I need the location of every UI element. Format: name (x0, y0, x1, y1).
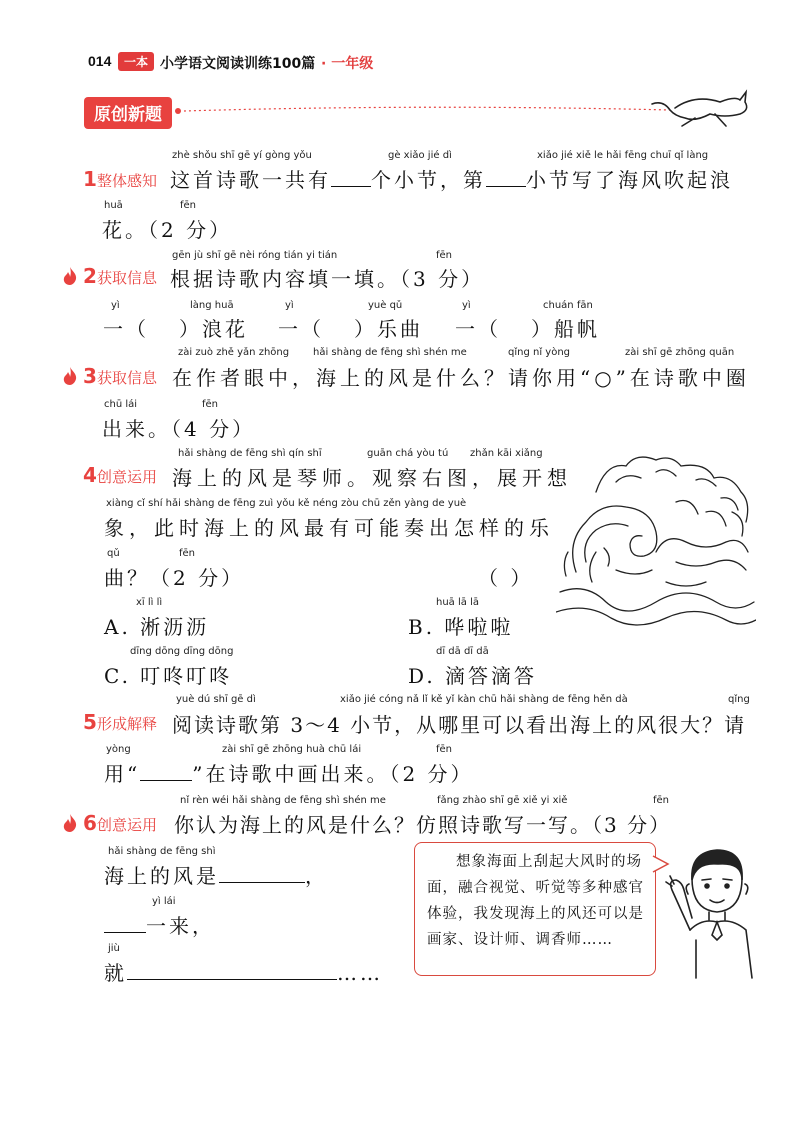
pinyin: huā (104, 200, 123, 211)
question-tag: 形成解释 (97, 715, 158, 733)
option-b[interactable]: B. 哗啦啦 (408, 615, 514, 639)
question-text: 阅读诗歌第 3～4 小节，从哪里可以看出海上的风很大？请 (172, 713, 747, 737)
flame-icon (63, 367, 77, 385)
flame-icon (63, 267, 77, 285)
question-text: 曲？（2 分） (104, 566, 245, 590)
pinyin: xiǎo jié xiě le hǎi fēng chuī qǐ làng (537, 150, 709, 161)
series-logo: 一本 (118, 52, 154, 71)
pinyin: dī dā dī dā (436, 646, 489, 657)
option-a[interactable]: A. 淅沥沥 (104, 615, 210, 639)
pinyin: qǐng (728, 694, 750, 705)
question-text: 象，此时海上的风最有可能奏出怎样的乐 (104, 516, 554, 540)
question-number: 3 (83, 364, 97, 388)
pinyin: fēn (436, 744, 453, 755)
question-tag: 创意运用 (97, 816, 158, 834)
fill-item[interactable]: 一（ ）乐曲 (278, 317, 423, 341)
question-text: 这首诗歌一共有 个小节，第 小节写了海风吹起浪 (170, 168, 733, 192)
pinyin: zài shī gē zhōng quān (625, 347, 735, 358)
question-text: 出来。（4 分） (102, 417, 256, 441)
pinyin: zhǎn kāi xiǎng (470, 448, 543, 459)
fill-item[interactable]: 一（ ）浪花 (103, 317, 248, 341)
answer-blank[interactable] (486, 186, 526, 187)
question-number: 5 (83, 710, 97, 734)
poem-line: 一来， (104, 910, 215, 939)
question-number: 2 (83, 264, 97, 288)
pinyin: yòng (106, 744, 131, 755)
pinyin: hǎi shàng de fēng shì qín shī (178, 448, 322, 459)
pinyin: guān chá yòu tú (367, 448, 449, 459)
boy-avatar (662, 840, 762, 980)
pinyin: gēn jù shī gē nèi róng tián yi tián (172, 250, 338, 261)
wave-illustration (556, 452, 756, 632)
dotted-divider (170, 88, 750, 133)
pinyin: fēn (653, 795, 670, 806)
fill-item[interactable]: 一（ ）船帆 (455, 317, 600, 341)
question-text: 海上的风是琴师。观察右图，展开想 (172, 466, 572, 490)
pinyin: jiù (108, 943, 120, 954)
answer-blank[interactable] (219, 882, 305, 883)
pinyin: xī lì lì (136, 597, 163, 608)
question-text: 根据诗歌内容填一填。（3 分） (170, 267, 485, 291)
pinyin: yì lái (152, 896, 176, 907)
pinyin: zài zuò zhě yǎn zhōng (178, 347, 290, 358)
pinyin: chū lái (104, 399, 138, 410)
pinyin: xiàng cǐ shí hǎi shàng de fēng zuì yǒu kě néng zòu chū zěn yàng de yuè (106, 498, 467, 509)
question-text: 用“ ”在诗歌中画出来。（2 分） (104, 762, 474, 786)
pinyin: nǐ rèn wéi hǎi shàng de fēng shì shén me (180, 795, 386, 806)
tip-text: 想象海面上刮起大风时的场面，融合视觉、听觉等多种感官体验，我发现海上的风还可以是画家、设计师、调香师…… (427, 854, 644, 948)
question-text: 你认为海上的风是什么？仿照诗歌写一写。（3 分） (174, 813, 672, 837)
question-tag: 创意运用 (97, 468, 158, 486)
pinyin: hǎi shàng de fēng shì shén me (313, 347, 467, 358)
poem-line: 海上的风是 ， (104, 864, 328, 888)
tip-box (414, 842, 656, 976)
question-number: 6 (83, 811, 97, 835)
pinyin: yì (462, 300, 471, 311)
page-number: 014 (88, 53, 112, 69)
question-tag: 整体感知 (97, 172, 158, 190)
option-c[interactable]: C. 叮咚叮咚 (104, 664, 233, 688)
cat-icon (652, 92, 747, 126)
answer-blank[interactable] (331, 186, 371, 187)
question-number: 4 (83, 463, 97, 487)
grade-label: · 一年级 (321, 56, 374, 72)
pinyin: yì (111, 300, 120, 311)
pinyin: fēn (180, 200, 197, 211)
pinyin: fēn (202, 399, 219, 410)
answer-blank[interactable] (104, 932, 146, 933)
pinyin: hǎi shàng de fēng shì (108, 846, 216, 857)
pinyin: dīng dōng dīng dōng (130, 646, 234, 657)
option-d[interactable]: D. 滴答滴答 (408, 664, 538, 688)
question-tag: 获取信息 (97, 269, 158, 287)
flame-icon (63, 814, 77, 832)
answer-paren[interactable]: （ ） (478, 566, 534, 590)
pinyin: chuán fān (543, 300, 593, 311)
pinyin: huā lā lā (436, 597, 479, 608)
pinyin: fǎng zhào shī gē xiě yi xiě (437, 795, 568, 806)
answer-blank[interactable] (127, 979, 337, 980)
pinyin: gè xiǎo jié dì (388, 150, 452, 161)
pinyin: fēn (179, 548, 196, 559)
poem-line: 就 …… (104, 961, 383, 985)
pinyin: zhè shǒu shī gē yí gòng yǒu (172, 150, 312, 161)
answer-blank[interactable] (140, 780, 192, 781)
question-tag: 获取信息 (97, 369, 158, 387)
question-text: 在作者眼中，海上的风是什么？请你用“○”在诗歌中圈 (172, 366, 750, 390)
pinyin: làng huā (190, 300, 234, 311)
pinyin: yuè dú shī gē dì (176, 694, 256, 705)
pinyin: zài shī gē zhōng huà chū lái (222, 744, 362, 755)
pinyin: qǔ (107, 548, 120, 559)
pinyin: xiǎo jié cóng nǎ lǐ kě yǐ kàn chū hǎi shàng de fēng hěn dà (340, 694, 628, 705)
section-badge: 原创新题 (84, 97, 172, 129)
pinyin: yì (285, 300, 294, 311)
question-number: 1 (83, 167, 97, 191)
pinyin: fēn (436, 250, 453, 261)
book-title: 小学语文阅读训练100篇 (160, 56, 316, 72)
question-text: 花。（2 分） (102, 218, 233, 242)
pinyin: yuè qǔ (368, 300, 403, 311)
pinyin: qǐng nǐ yòng (508, 347, 571, 358)
